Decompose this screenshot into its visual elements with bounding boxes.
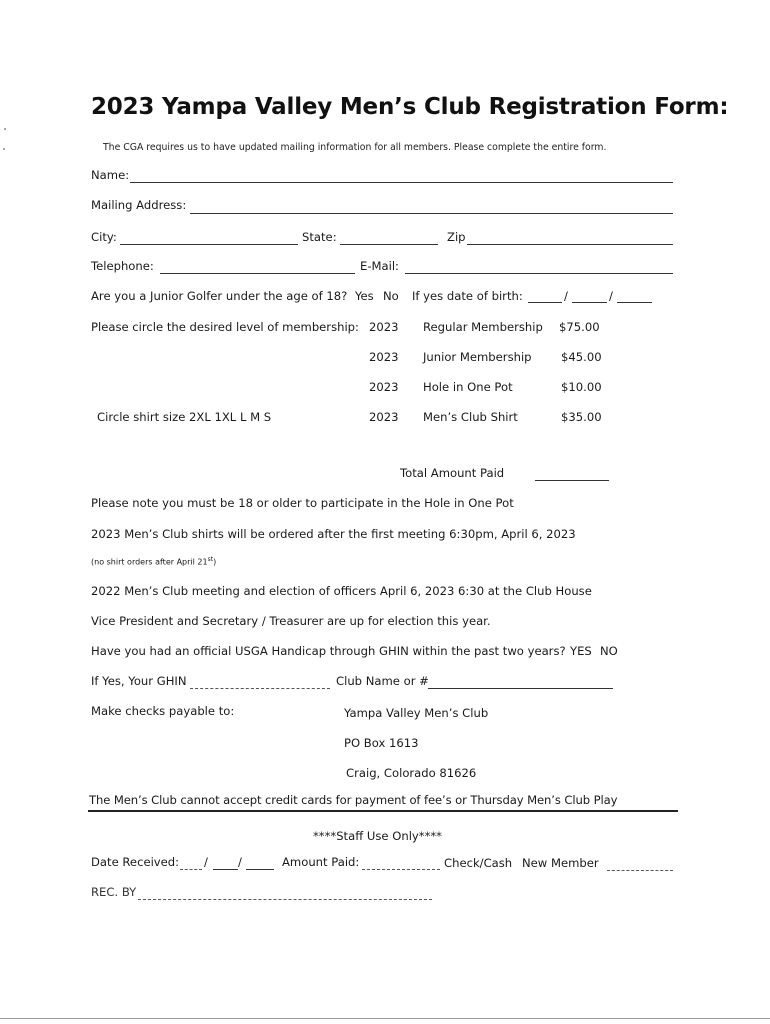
- dob-month-field[interactable]: [528, 302, 562, 303]
- membership-option-hole-in-one[interactable]: Hole in One Pot: [423, 380, 513, 394]
- dob-year-field[interactable]: [617, 302, 652, 303]
- date-received-slash: /: [204, 855, 208, 869]
- dob-day-field[interactable]: [572, 302, 607, 303]
- meeting-note: 2022 Men’s Club meeting and election of officers April 6, 2023 6:30 at the Club House: [91, 584, 592, 598]
- zip-field[interactable]: [467, 244, 673, 245]
- membership-price: $10.00: [561, 380, 602, 394]
- city-field[interactable]: [120, 244, 298, 245]
- membership-price: $35.00: [561, 410, 602, 424]
- membership-year: 2023: [369, 320, 399, 334]
- ghin-label: If Yes, Your GHIN: [91, 674, 187, 688]
- shirt-order-deadline: (no shirt orders after April 21st): [91, 556, 217, 567]
- date-received-year-field[interactable]: [246, 869, 274, 870]
- junior-yes-option[interactable]: Yes: [355, 289, 374, 303]
- date-received-month-field[interactable]: [180, 869, 202, 870]
- mailing-address-field[interactable]: [190, 213, 673, 214]
- form-subtitle: The CGA requires us to have updated mailing information for all members. Please complete the entire form.: [103, 142, 607, 153]
- zip-label: Zip: [447, 230, 466, 244]
- checks-payable-label: Make checks payable to:: [91, 704, 235, 718]
- ghin-field[interactable]: [190, 688, 330, 689]
- section-divider: [88, 810, 678, 812]
- handicap-question: Have you had an official USGA Handicap through GHIN within the past two years?: [91, 644, 566, 658]
- date-received-day-field[interactable]: [213, 869, 238, 870]
- page-edge: [0, 1018, 770, 1019]
- email-label: E-Mail:: [360, 259, 399, 273]
- dob-label: If yes date of birth:: [412, 289, 523, 303]
- name-label: Name:: [91, 168, 130, 182]
- mailing-address-label: Mailing Address:: [91, 198, 187, 212]
- handicap-yes-option[interactable]: YES: [570, 644, 592, 658]
- junior-question: Are you a Junior Golfer under the age of 18?: [91, 289, 348, 303]
- membership-option-shirt[interactable]: Men’s Club Shirt: [423, 410, 518, 424]
- form-title: 2023 Yampa Valley Men’s Club Registration Form:: [91, 94, 729, 120]
- staff-use-header: ****Staff Use Only****: [313, 829, 442, 843]
- dob-slash-1: /: [564, 289, 568, 303]
- membership-year: 2023: [369, 380, 399, 394]
- junior-no-option[interactable]: No: [383, 289, 399, 303]
- hole-in-one-note: Please note you must be 18 or older to participate in the Hole in One Pot: [91, 496, 514, 510]
- shirt-size-label[interactable]: Circle shirt size 2XL 1XL L M S: [97, 410, 272, 424]
- club-name-label: Club Name or #: [336, 674, 429, 688]
- check-cash-option[interactable]: Check/Cash: [444, 856, 513, 870]
- rec-by-field[interactable]: [138, 899, 432, 900]
- scan-speck: [3, 148, 5, 150]
- membership-price: $45.00: [561, 350, 602, 364]
- amount-paid-label: Amount Paid:: [282, 855, 360, 869]
- dob-slash-2: /: [609, 289, 613, 303]
- email-field[interactable]: [405, 273, 673, 274]
- election-note: Vice President and Secretary / Treasurer are up for election this year.: [91, 614, 491, 628]
- membership-year: 2023: [369, 410, 399, 424]
- rec-by-label: REC. BY: [91, 885, 137, 899]
- telephone-field[interactable]: [160, 273, 355, 274]
- membership-option-junior[interactable]: Junior Membership: [423, 350, 532, 364]
- scan-speck: [4, 128, 6, 130]
- membership-option-regular[interactable]: Regular Membership: [423, 320, 543, 334]
- city-label: City:: [91, 230, 117, 244]
- state-field[interactable]: [340, 244, 438, 245]
- total-amount-label: Total Amount Paid: [400, 466, 505, 480]
- membership-year: 2023: [369, 350, 399, 364]
- amount-paid-field[interactable]: [362, 869, 440, 870]
- date-received-slash: /: [238, 855, 242, 869]
- payee-name: Yampa Valley Men’s Club: [344, 706, 489, 720]
- new-member-field[interactable]: [607, 870, 673, 871]
- name-field[interactable]: [130, 182, 673, 183]
- membership-price: $75.00: [559, 320, 600, 334]
- telephone-label: Telephone:: [91, 259, 154, 273]
- handicap-no-option[interactable]: NO: [600, 644, 618, 658]
- date-received-label: Date Received:: [91, 855, 180, 869]
- club-name-field[interactable]: [428, 688, 613, 689]
- credit-card-note: The Men’s Club cannot accept credit cards for payment of fee’s or Thursday Men’s Club Play: [89, 793, 618, 807]
- payee-city: Craig, Colorado 81626: [346, 766, 477, 780]
- payee-po-box: PO Box 1613: [344, 736, 419, 750]
- total-amount-field[interactable]: [535, 480, 609, 481]
- state-label: State:: [302, 230, 337, 244]
- shirts-note: 2023 Men’s Club shirts will be ordered after the first meeting 6:30pm, April 6, 2023: [91, 527, 576, 541]
- new-member-label: New Member: [522, 856, 599, 870]
- membership-prompt: Please circle the desired level of membership:: [91, 320, 359, 334]
